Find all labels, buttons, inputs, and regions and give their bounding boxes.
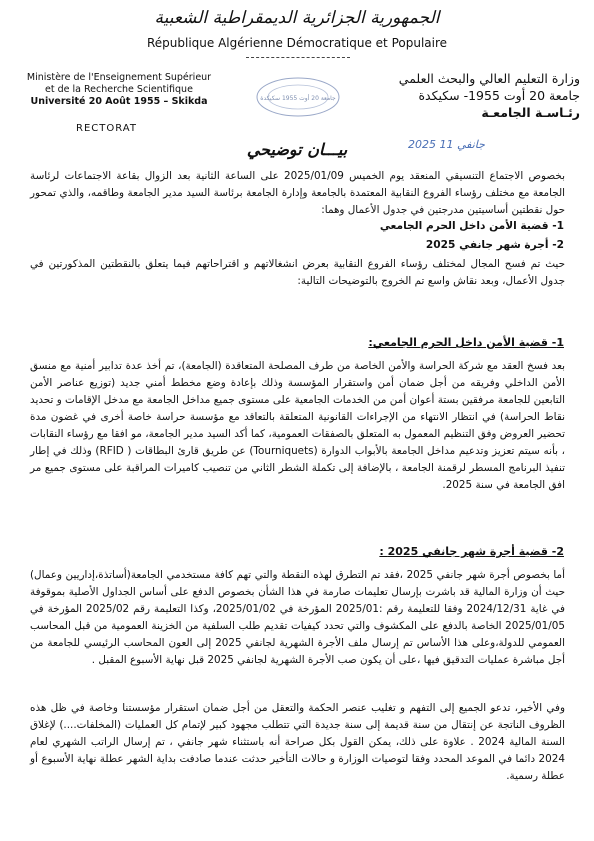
ministry-line-2: et de la Recherche Scientifique — [45, 84, 193, 95]
header-divider — [246, 57, 350, 58]
rectorat-label: RECTORAT — [76, 123, 137, 134]
university-seal-stamp — [255, 76, 341, 118]
rectorat-arabic: رئـاسـة الجامعـة — [481, 105, 580, 120]
agenda-followup-paragraph: حيث تم فسح المجال لمختلف رؤساء الفروع النقابية بعرض انشغالاتهم و اقتراحاتهم فيما يتعلق بالنقطتين المذكورتين في جدول الأعمال، وبعد نقاش واسع تم الخروج بالتوضيحات التالية: — [30, 258, 565, 287]
header-left-block — [14, 72, 224, 108]
handwritten-date: 2025 جانفي 11 — [408, 138, 485, 151]
header-arabic-title: الجمهورية الجزائرية الديمقراطية الشعبية — [154, 8, 440, 28]
agenda-item-2: 2- أجرة شهر جانفي 2025 — [425, 239, 564, 251]
section-2-body-2: وفي الأخير، تدعو الجميع إلى التفهم و تغليب عنصر الحكمة والتعقل من أجل ضمان استقرار مؤسستنا وخاصة في ظل هذه الظروف الناتجة عن إنتقال من سنة قديمة إلى سنة جديدة التي تتطلب مجهود كبير لإتمام كل العمليات (المخلفات....) لإغلاق السنة المالية 2024 . علاوة على ذلك، يمكن القول بكل صراحة أنه باستثناء شهر جانفي ، تم إرسال الراتب الشهري لعام 2024 دائما في الموعد المحدد وفقا لتوصيات الوزارة و حالات التأخير حدثت عندما صادفت بداية الشهر عطلة نهاية الأسبوع أو عطلة رسمية. — [30, 702, 565, 782]
intro-paragraph: بخصوص الاجتماع التنسيقي المنعقد يوم الخميس 2025/01/09 على الساعة الثانية بعد الزوال بقاعة الاجتماعات لرئاسة الجامعة مع مختلف رؤساء الفروع النقابية المعتمدة بالجامعة وإدارة الجامعة برئاسة السيد مدير الجامعة وطاقمه، والذي تمحور حول نقطتين أساسيتين مدرجتين في جدول الأعمال وهما: — [30, 170, 565, 216]
ministry-line-1: Ministère de l'Enseignement Supérieur — [26, 72, 212, 83]
section-2-heading: 2- قضية أجرة شهر جانفي 2025 : — [379, 545, 564, 558]
university-arabic: جامعة 20 أوت 1955- سكيكدة — [418, 88, 580, 103]
section-2-body-1: أما بخصوص أجرة شهر جانفي 2025 ،فقد تم التطرق لهذه النقطة والتي تهم كافة مستخدمي الجامعة(أساتذة،إداريين وعمال) حيث أن وزارة المالية قد باشرت بإرسال تعليمات صارمة في هذا الشأن بخصوص الدفع على أساس الجداول الأصلية بموقوفة في غاية 2024/12/31 وفقا للتعليمة رقم :2025/01 المؤرخة في 2025/01/02، وكذا التعليمة رقم 2025/02 المؤرخة في 2025/01/05 الخاصة بالدفع على المكشوف والتي تحدد كيفيات تقديم طلب السلفية من الخزينة العمومية من قبل المحاسب العمومي للدولة،وعلى هذا الأساس تم إرسال ملف الأجرة الشهرية لجانفي 2025 إلى العون المحاسب الرئيسي للجامعة من أجل مباشرة عمليات التدقيق فيها ،على أن يكون صب الأجرة الشهرية لجانفي 2025 قبل نهاية الأسبوع المقبل . — [30, 569, 565, 666]
ministry-arabic: وزارة التعليم العالي والبحث العلمي — [398, 71, 580, 86]
section-1-heading: 1- قضية الأمن داخل الحرم الجامعي: — [368, 336, 564, 349]
header-french-title: République Algérienne Démocratique et Populaire — [146, 36, 448, 50]
document-title: بيـــان توضيحي — [246, 140, 348, 159]
university-name: Université 20 Août 1955 – Skikda — [30, 96, 208, 107]
agenda-item-1: 1- قضية الأمن داخل الحرم الجامعي — [379, 220, 564, 232]
section-1-body: بعد فسخ العقد مع شركة الحراسة والأمن الخاصة من طرف المصلحة المتعاقدة (الجامعة)، تم أخذ عدة تدابير أمنية مع منسق الأمن الداخلي وفريقه من أجل ضمان أمن واستقرار المؤسسة وذلك بإعادة وضع مخطط أمني جديد (توزيع عناصر الأمن التابعين للجامعة مرفقين بستة أعوان أمن من الخدمات الجامعية على مستوى جميع مداخل الجامعة مع مدخل الإقامات و تحديد نقاط الحراسة) في انتظار الانتهاء من الإجراءات القانونية المتعلقة بالتعاقد مع مؤسسة حراسة خاصة أخرى في غضون مدة تحضير العروض وفق التنظيم المعمول به المتعلق بالصفقات العمومية، كما أكد السيد مدير الجامعة، مو افقا مع رؤساء النقابات ، بأنه سيتم تعزيز وتدعيم مداخل الجامعة بالأبواب الدوارة (Tourniquets) عن طريق قارئ البطاقات ( RFID) وذلك في إطار تنفيذ البرنامج المسطر لرقمنة الجامعة ، بالإضافة إلى تكملة الشطر الثاني من تنصيب كاميرات المراقبة على مستوى جميع مر افق الجامعة في سنة 2025. — [30, 360, 566, 491]
header-right-block — [380, 70, 580, 121]
svg-text:جامعة 20 أوت 1955 سكيكدة: جامعة 20 أوت 1955 سكيكدة — [260, 95, 336, 102]
